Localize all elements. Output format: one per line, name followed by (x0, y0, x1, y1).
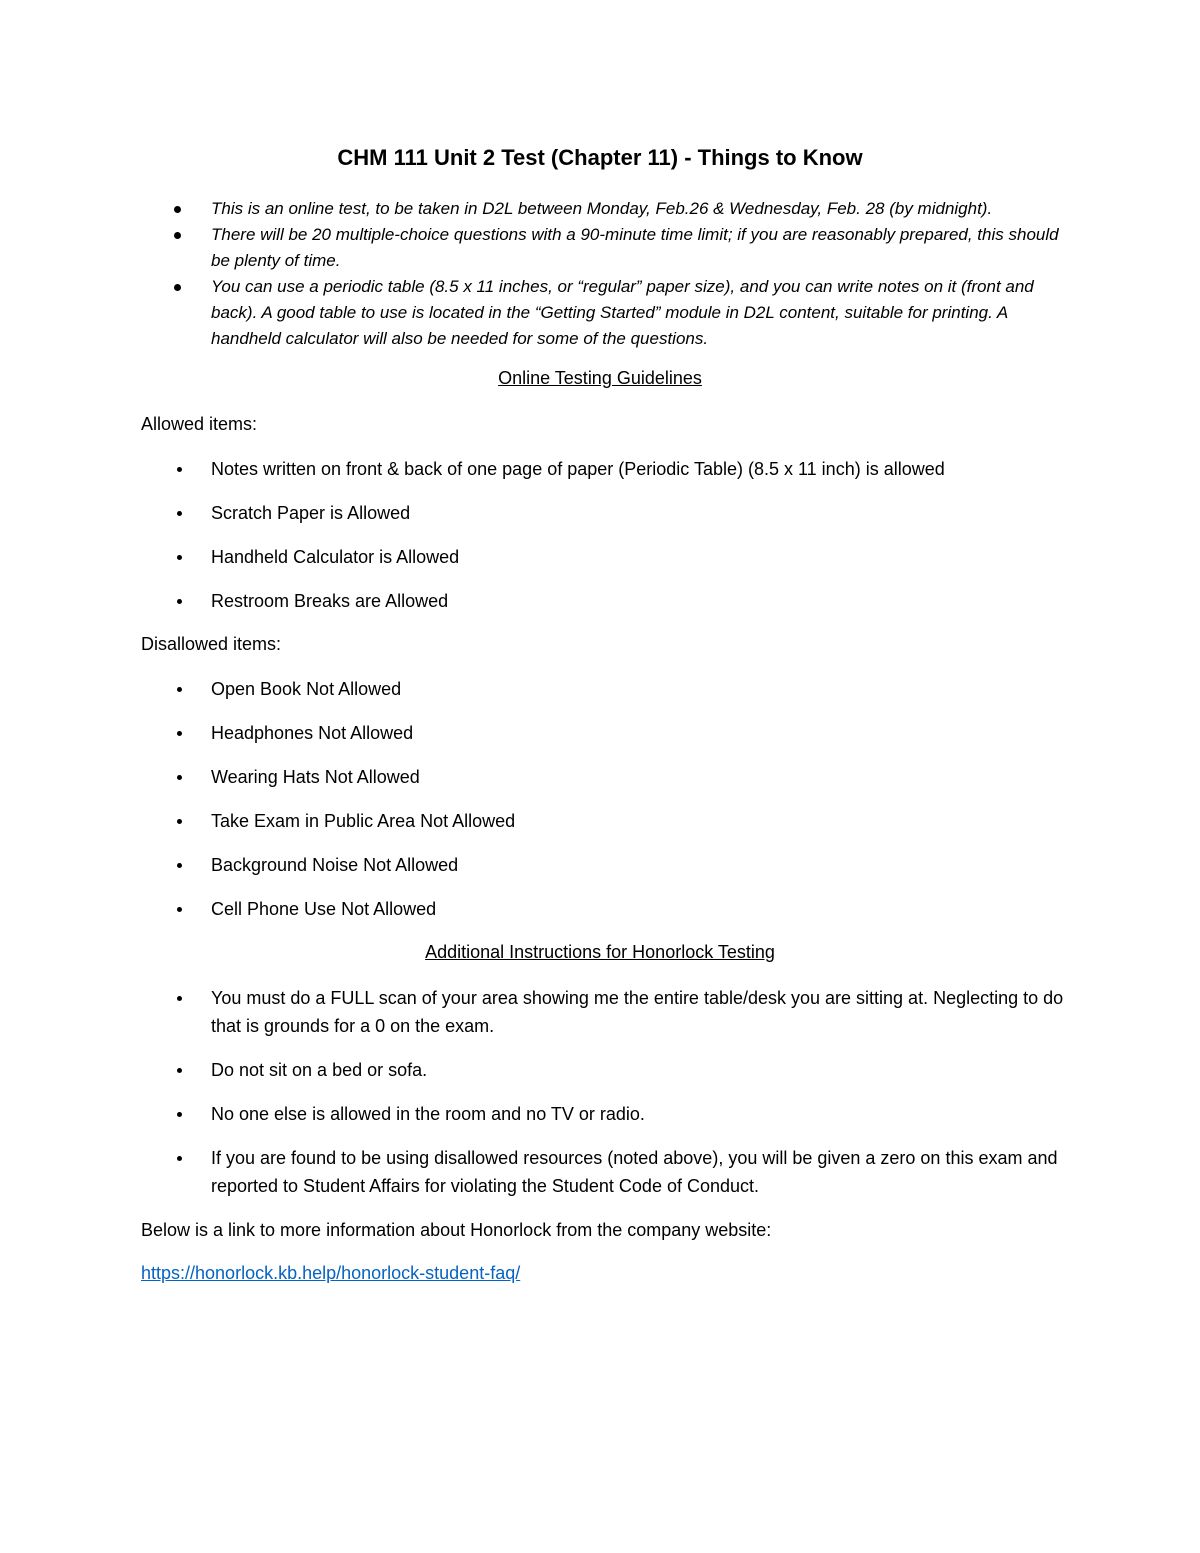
honorlock-faq-link[interactable]: https://honorlock.kb.help/honorlock-student-faq/ (141, 1263, 521, 1283)
list-item (170, 499, 1070, 527)
list-item-text: No one else is allowed in the room and no TV or radio. (211, 1104, 645, 1124)
bullet-icon (177, 1156, 182, 1161)
list-item (170, 455, 1070, 483)
list-item (170, 984, 1070, 1040)
list-item-text: Wearing Hats Not Allowed (211, 767, 420, 787)
list-item (170, 851, 1070, 879)
list-item-text: If you are found to be using disallowed resources (noted above), you will be given a zero on this exam and reported to Student Affairs for violating the Student Code of Conduct. (211, 1148, 1058, 1196)
bullet-icon (177, 599, 182, 604)
list-item-text: Scratch Paper is Allowed (211, 503, 411, 523)
list-item (170, 222, 1070, 274)
list-item-text: You can use a periodic table (8.5 x 11 inches, or “regular” paper size), and you can write notes on it (front and back). A good table to use is located in the “Getting Started” module in D2L content, suitable for printing. A handheld calculator will also be needed for some of the questions. (211, 277, 1034, 348)
list-item-text: Handheld Calculator is Allowed (211, 547, 460, 567)
list-item-text: You must do a FULL scan of your area showing me the entire table/desk you are sitting at. Neglecting to do that is grounds for a 0 on the exam. (211, 988, 1064, 1036)
list-item-text: Headphones Not Allowed (211, 723, 414, 743)
list-item (170, 1056, 1070, 1084)
list-item (170, 543, 1070, 571)
bullet-icon (177, 907, 182, 912)
guidelines-heading: Online Testing Guidelines (498, 368, 702, 388)
bullet-icon (177, 555, 182, 560)
bullet-icon (174, 284, 181, 291)
list-item (170, 807, 1070, 835)
bullet-icon (177, 863, 182, 868)
bullet-icon (177, 996, 182, 1001)
list-item-text: Take Exam in Public Area Not Allowed (211, 811, 516, 831)
list-item (170, 895, 1070, 923)
list-item-text: Notes written on front & back of one page of paper (Periodic Table) (8.5 x 11 inch) is allowed (211, 459, 945, 479)
list-item-text: Open Book Not Allowed (211, 679, 402, 699)
list-item (170, 274, 1070, 352)
list-item (170, 719, 1070, 747)
list-item-text: This is an online test, to be taken in D2L between Monday, Feb.26 & Wednesday, Feb. 28 (by midnight). (211, 199, 993, 218)
list-item (170, 763, 1070, 791)
bullet-icon (177, 775, 182, 780)
allowed-label: Allowed items: (141, 414, 258, 434)
honorlock-list (170, 984, 1070, 1216)
bullet-icon (177, 1112, 182, 1117)
bullet-icon (177, 687, 182, 692)
list-item-text: Do not sit on a bed or sofa. (211, 1060, 428, 1080)
bullet-icon (174, 232, 181, 239)
list-item-text: Background Noise Not Allowed (211, 855, 459, 875)
list-item-text: Cell Phone Use Not Allowed (211, 899, 437, 919)
list-item (170, 1100, 1070, 1128)
bullet-icon (177, 511, 182, 516)
page-title: CHM 111 Unit 2 Test (Chapter 11) - Things to Know (337, 145, 863, 170)
intro-list (170, 196, 1070, 352)
list-item (170, 196, 1070, 222)
bullet-icon (177, 1068, 182, 1073)
bullet-icon (177, 819, 182, 824)
list-item (170, 675, 1070, 703)
bullet-icon (174, 206, 181, 213)
disallowed-list (170, 675, 1070, 939)
bullet-icon (177, 731, 182, 736)
list-item (170, 587, 1070, 615)
list-item (170, 1144, 1070, 1200)
disallowed-label: Disallowed items: (141, 634, 282, 654)
link-intro-text: Below is a link to more information about Honorlock from the company website: (141, 1220, 772, 1240)
list-item-text: There will be 20 multiple-choice questions with a 90-minute time limit; if you are reasonably prepared, this should be plenty of time. (211, 225, 1059, 270)
honorlock-heading: Additional Instructions for Honorlock Testing (425, 942, 775, 962)
bullet-icon (177, 467, 182, 472)
allowed-list (170, 455, 1070, 631)
list-item-text: Restroom Breaks are Allowed (211, 591, 449, 611)
